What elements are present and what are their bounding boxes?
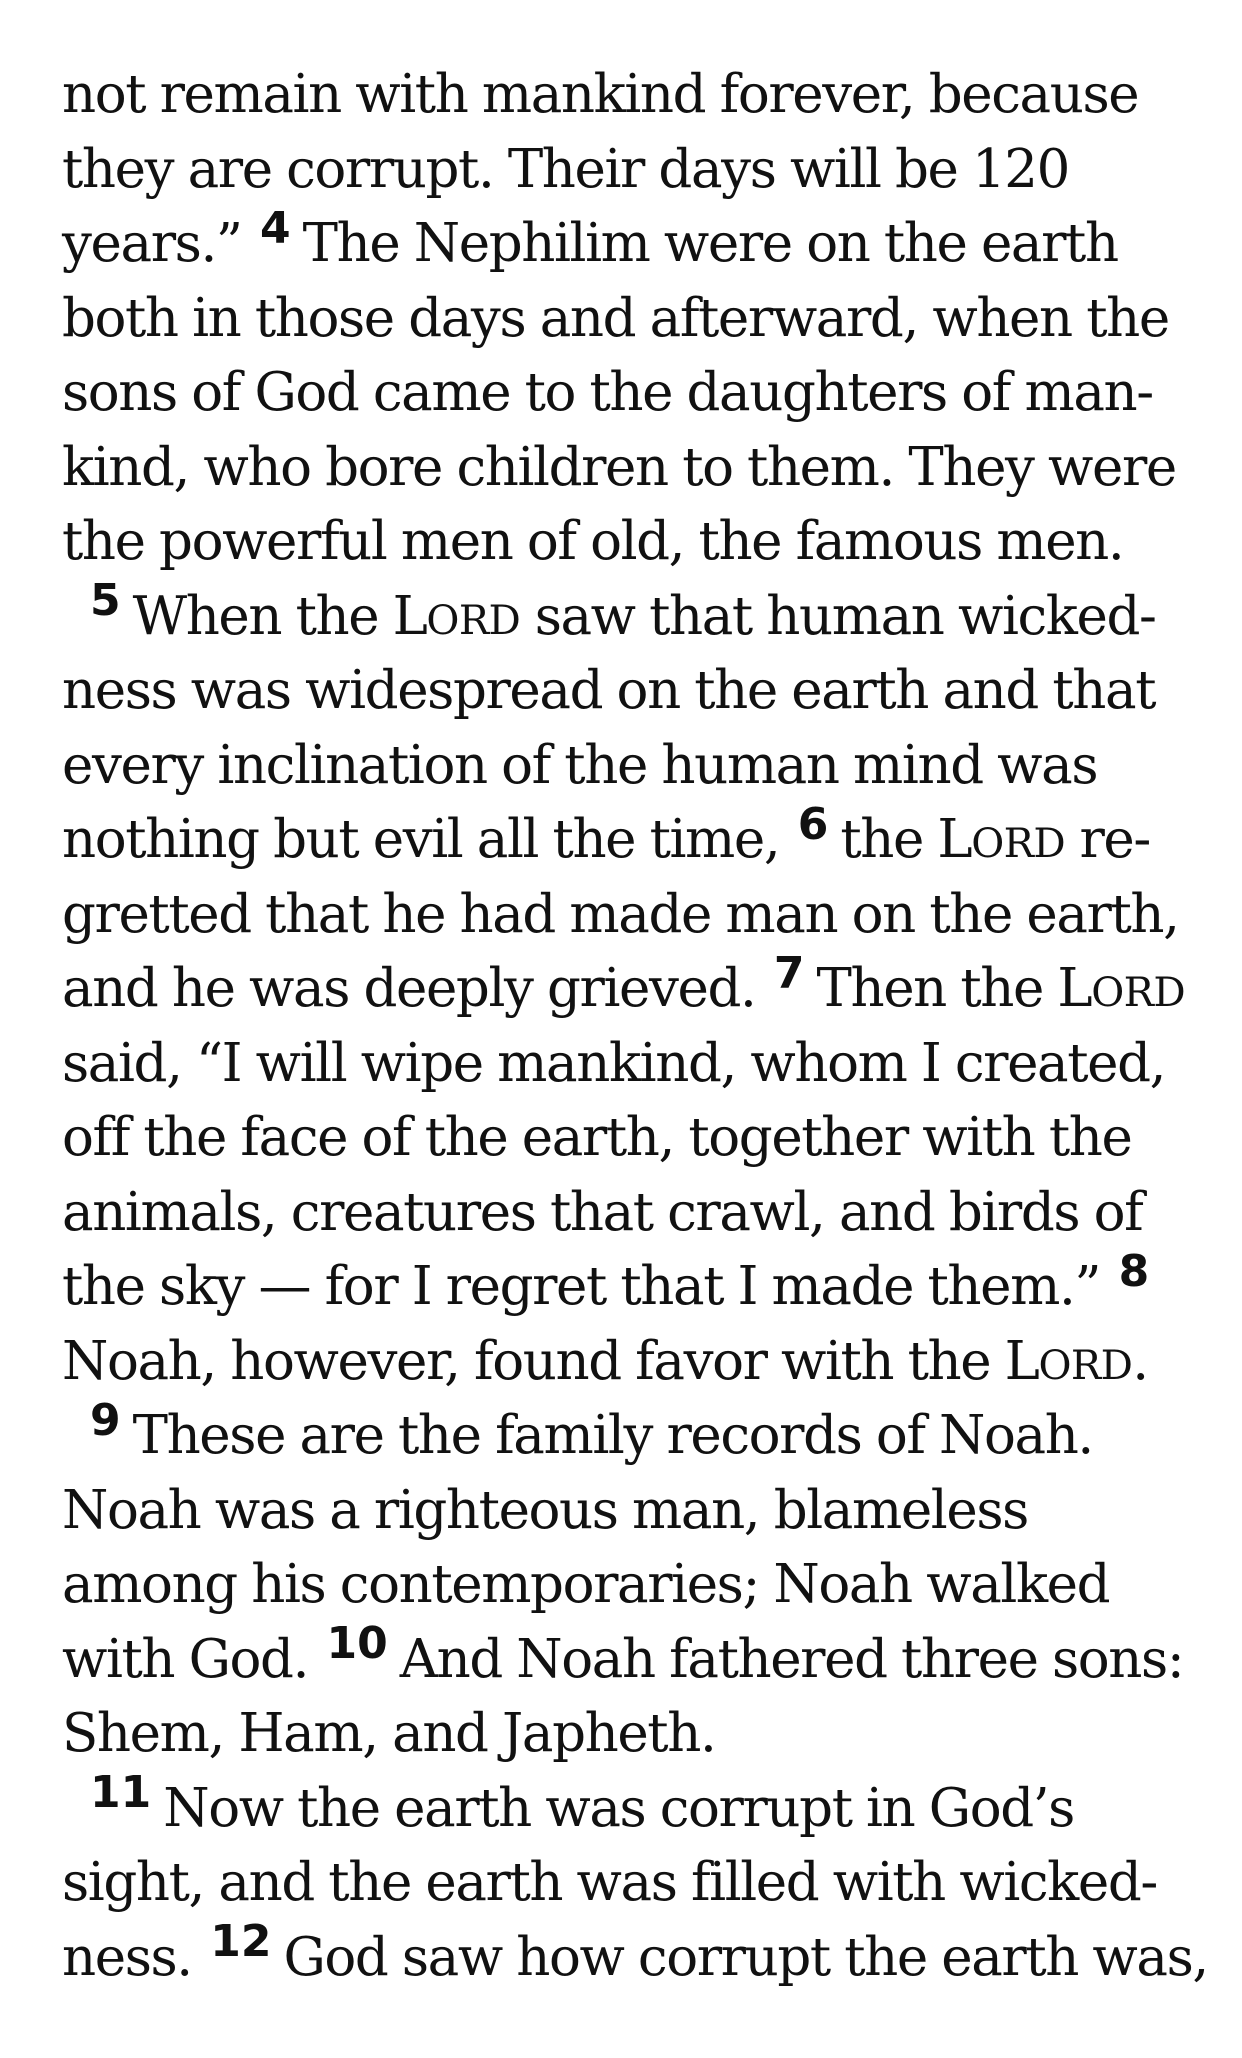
verse-text: re-: [1079, 809, 1150, 870]
text-line: [62, 505, 1202, 580]
text-line: [62, 729, 1202, 804]
text-line: [62, 133, 1202, 208]
verse-number-8[interactable]: 8: [1118, 1245, 1150, 1297]
text-line: [62, 1767, 1202, 1847]
verse-text: every inclination of the human mind was: [62, 734, 1098, 796]
verse-text: the powerful men of old, the famous men.: [62, 511, 1124, 572]
verse-text: Noah, however, found favor with the L: [62, 1330, 1039, 1392]
text-line: [62, 1027, 1202, 1102]
verse-text: ness was widespread on the earth and that: [62, 660, 1156, 721]
verse-number-9[interactable]: 9: [90, 1394, 121, 1446]
verse-text: gretted that he had made man on the earth,: [62, 883, 1179, 945]
text-line: [62, 1245, 1202, 1325]
verse-text: animals, creatures that crawl, and birds of: [62, 1181, 1143, 1243]
verse-text: nothing but evil all the time,: [62, 809, 780, 870]
verse-text: not remain with mankind forever, because: [62, 64, 1139, 125]
verse-number-12[interactable]: 12: [210, 1916, 272, 1968]
verse-text: God saw how corrupt the earth was,: [283, 1926, 1208, 1988]
text-line: [62, 282, 1202, 357]
verse-text: saw that human wicked-: [534, 585, 1156, 647]
verse-text: .: [1132, 1330, 1148, 1392]
verse-text: Now the earth was corrupt in God’s: [163, 1777, 1074, 1839]
divine-name-smallcaps: ORD: [971, 821, 1066, 867]
text-line: [62, 356, 1202, 431]
divine-name-smallcaps: ORD: [426, 597, 521, 644]
text-line: [62, 1697, 1202, 1772]
text-line: [62, 1394, 1202, 1474]
text-line: [62, 1325, 1202, 1400]
divine-name-smallcaps: ORD: [1091, 970, 1186, 1016]
verse-text: said, “I will wipe mankind, whom I created,: [62, 1032, 1166, 1094]
verse-number-6[interactable]: 6: [797, 798, 829, 850]
text-line: [62, 1176, 1202, 1251]
text-line: [62, 798, 1202, 878]
text-line: [62, 1548, 1202, 1623]
verse-text: and he was deeply grieved.: [62, 958, 756, 1019]
verse-text: ness.: [62, 1926, 192, 1988]
text-line: [62, 575, 1202, 655]
verse-text: And Noah fathered three sons:: [399, 1628, 1184, 1690]
verse-text: years.”: [62, 213, 242, 274]
verse-text: among his contemporaries; Noah walked: [62, 1554, 1110, 1615]
verse-number-4[interactable]: 4: [260, 202, 291, 254]
verse-text: sight, and the earth was filled with wicked-: [62, 1852, 1157, 1913]
text-line: [62, 947, 1202, 1027]
divine-name-smallcaps: ORD: [1038, 1342, 1133, 1389]
verse-number-11[interactable]: 11: [90, 1767, 152, 1819]
verse-text: When the L: [132, 585, 427, 647]
verse-text: both in those days and afterward, when the: [62, 287, 1169, 349]
verse-text: These are the family records of Noah.: [132, 1405, 1093, 1466]
verse-text: off the face of the earth, together with the: [62, 1107, 1132, 1168]
verse-text: kind, who bore children to them. They were: [62, 436, 1176, 498]
verse-text: Then the L: [816, 958, 1092, 1019]
verse-text: Shem, Ham, and Japheth.: [62, 1703, 716, 1764]
verse-number-7[interactable]: 7: [773, 947, 805, 999]
text-line: [62, 202, 1202, 282]
verse-number-10[interactable]: 10: [326, 1618, 388, 1670]
text-line: [62, 654, 1202, 729]
verse-text: the sky — for I regret that I made them.”: [62, 1256, 1101, 1317]
text-line: [62, 431, 1202, 506]
verse-number-5[interactable]: 5: [90, 575, 121, 627]
verse-text: Noah was a righteous man, blameless: [62, 1479, 1028, 1541]
text-line: [62, 1618, 1202, 1698]
verse-text: The Nephilim were on the earth: [302, 213, 1118, 274]
text-line: [62, 1916, 1208, 1996]
verse-text: they are corrupt. Their days will be 120: [62, 138, 1069, 200]
verse-text: sons of God came to the daughters of man-: [62, 362, 1153, 423]
verse-text: with God.: [62, 1628, 309, 1690]
text-line: [62, 1474, 1202, 1549]
text-line: [62, 1846, 1202, 1921]
verse-text: the L: [840, 809, 972, 870]
text-line: [62, 1101, 1202, 1176]
text-line: [62, 878, 1202, 953]
scripture-text: [62, 58, 1208, 1995]
text-line: [62, 58, 1202, 133]
